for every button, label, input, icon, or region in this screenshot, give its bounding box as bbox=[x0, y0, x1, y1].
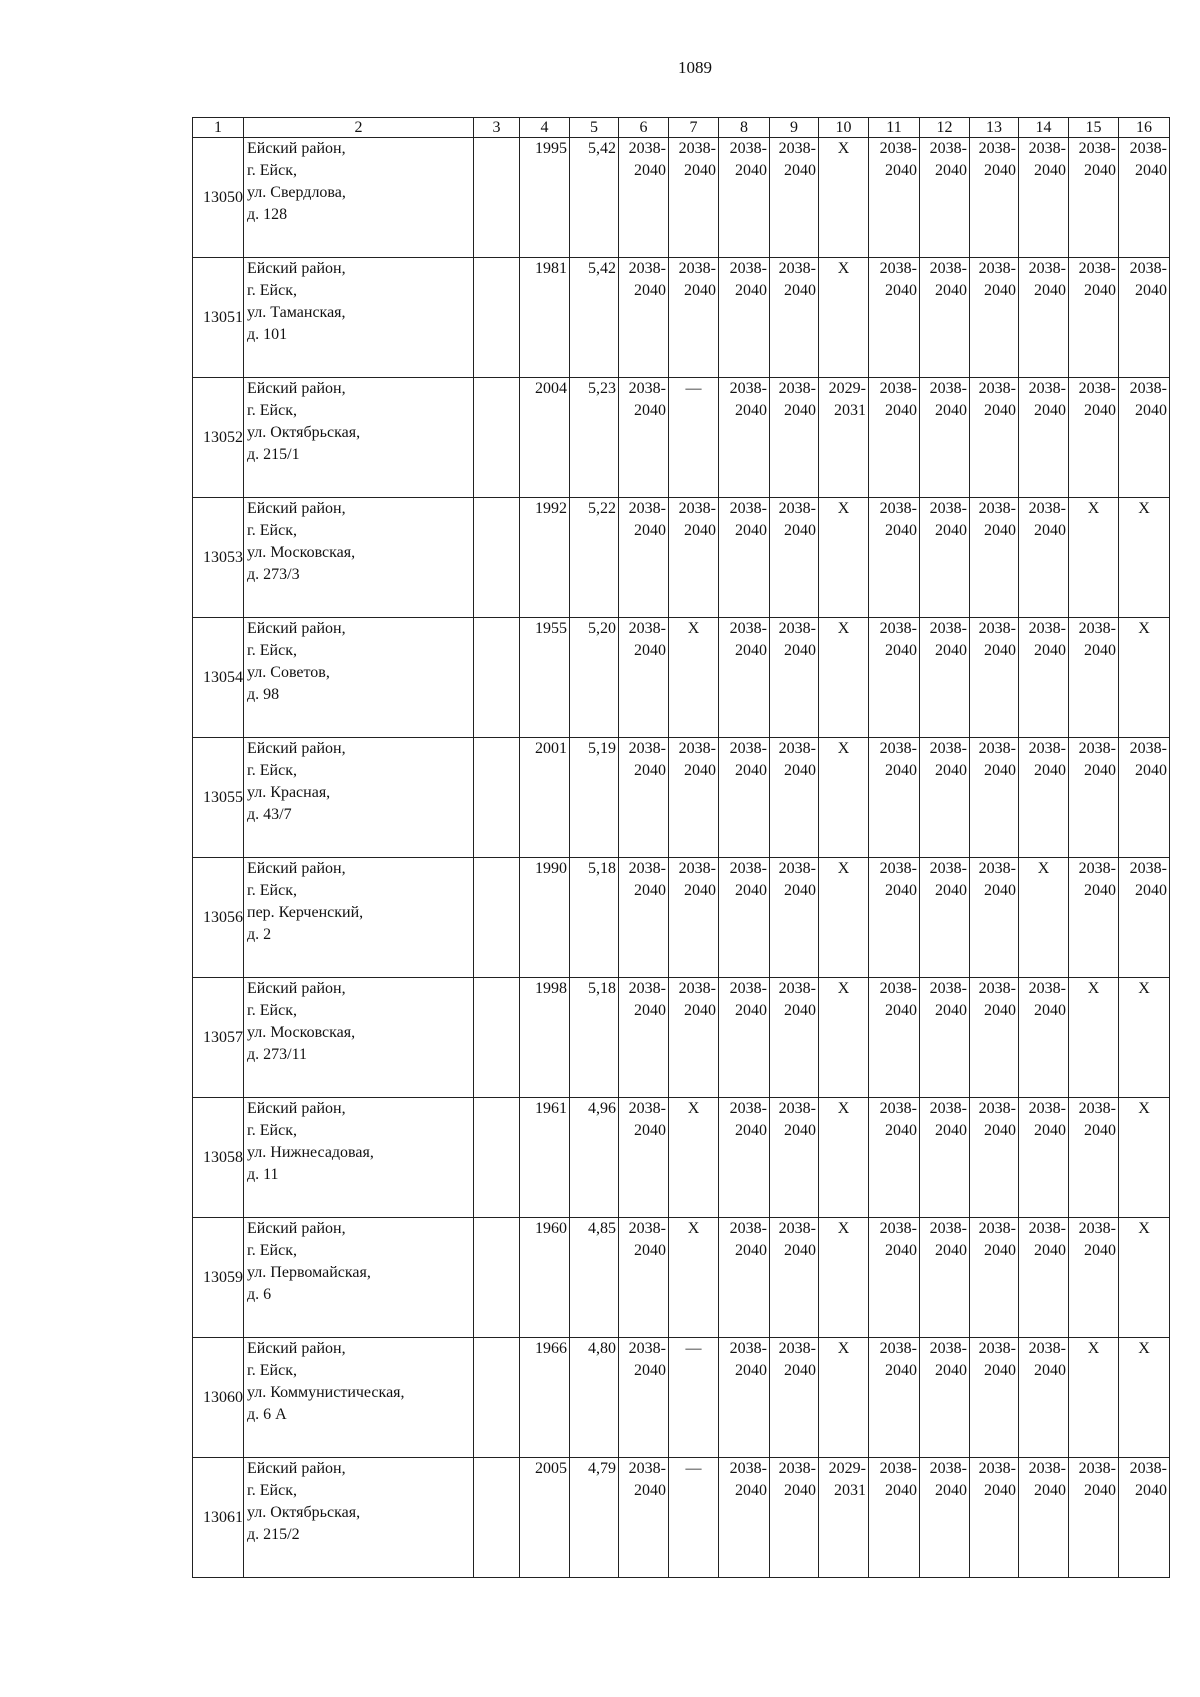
column-header-10: 10 bbox=[819, 118, 869, 138]
cell-c7: X bbox=[669, 618, 719, 738]
row-number: 13052 bbox=[193, 378, 244, 498]
cell-c16: 2038-2040 bbox=[1119, 378, 1170, 498]
cell-c4: 1992 bbox=[520, 498, 570, 618]
table-row bbox=[193, 378, 1170, 498]
cell-c15: X bbox=[1069, 1338, 1119, 1458]
cell-c14: 2038-2040 bbox=[1019, 378, 1069, 498]
cell-c5: 4,79 bbox=[570, 1458, 619, 1578]
cell-c6: 2038-2040 bbox=[619, 618, 669, 738]
column-header-9: 9 bbox=[770, 118, 819, 138]
cell-c16: X bbox=[1119, 498, 1170, 618]
column-header-3: 3 bbox=[474, 118, 520, 138]
cell-c13: 2038-2040 bbox=[970, 1218, 1019, 1338]
cell-c16: X bbox=[1119, 1098, 1170, 1218]
address-line: г. Ейск, bbox=[247, 1362, 297, 1379]
cell-c10: X bbox=[819, 138, 869, 258]
cell-c12: 2038-2040 bbox=[920, 858, 970, 978]
address-cell bbox=[244, 618, 474, 738]
cell-c5: 4,96 bbox=[570, 1098, 619, 1218]
table-row bbox=[193, 1098, 1170, 1218]
cell-c8: 2038-2040 bbox=[719, 1218, 770, 1338]
cell-c10: X bbox=[819, 858, 869, 978]
cell-c15: 2038-2040 bbox=[1069, 378, 1119, 498]
address-line: ул. Московская, bbox=[247, 1024, 356, 1041]
address-line: Ейский район, bbox=[247, 260, 346, 277]
cell-c13: 2038-2040 bbox=[970, 378, 1019, 498]
cell-c5: 5,22 bbox=[570, 498, 619, 618]
cell-c3 bbox=[474, 258, 520, 378]
registry-table bbox=[192, 117, 1170, 1578]
table-row bbox=[193, 498, 1170, 618]
cell-c14: 2038-2040 bbox=[1019, 258, 1069, 378]
cell-c11: 2038-2040 bbox=[869, 1458, 920, 1578]
table-row bbox=[193, 978, 1170, 1098]
cell-c11: 2038-2040 bbox=[869, 738, 920, 858]
cell-c13: 2038-2040 bbox=[970, 1458, 1019, 1578]
address-line: ул. Первомайская, bbox=[247, 1264, 371, 1281]
cell-c6: 2038-2040 bbox=[619, 138, 669, 258]
row-number: 13054 bbox=[193, 618, 244, 738]
cell-c7: 2038-2040 bbox=[669, 858, 719, 978]
address-cell bbox=[244, 138, 474, 258]
cell-c11: 2038-2040 bbox=[869, 1098, 920, 1218]
cell-c14: X bbox=[1019, 858, 1069, 978]
cell-c4: 2005 bbox=[520, 1458, 570, 1578]
address-line: г. Ейск, bbox=[247, 282, 297, 299]
row-number: 13060 bbox=[193, 1338, 244, 1458]
column-header-11: 11 bbox=[869, 118, 920, 138]
cell-c3 bbox=[474, 618, 520, 738]
table-row bbox=[193, 138, 1170, 258]
address-line: д. 273/3 bbox=[247, 566, 300, 583]
cell-c15: 2038-2040 bbox=[1069, 258, 1119, 378]
cell-c12: 2038-2040 bbox=[920, 1218, 970, 1338]
cell-c12: 2038-2040 bbox=[920, 1098, 970, 1218]
cell-c7: 2038-2040 bbox=[669, 258, 719, 378]
address-line: ул. Коммунистическая, bbox=[247, 1384, 405, 1401]
cell-c9: 2038-2040 bbox=[770, 1098, 819, 1218]
cell-c6: 2038-2040 bbox=[619, 978, 669, 1098]
cell-c7: — bbox=[669, 378, 719, 498]
table-row bbox=[193, 858, 1170, 978]
column-header-1: 1 bbox=[193, 118, 244, 138]
cell-c13: 2038-2040 bbox=[970, 738, 1019, 858]
cell-c7: — bbox=[669, 1458, 719, 1578]
cell-c9: 2038-2040 bbox=[770, 258, 819, 378]
cell-c16: X bbox=[1119, 618, 1170, 738]
address-cell bbox=[244, 498, 474, 618]
cell-c6: 2038-2040 bbox=[619, 258, 669, 378]
cell-c3 bbox=[474, 138, 520, 258]
cell-c16: 2038-2040 bbox=[1119, 258, 1170, 378]
cell-c8: 2038-2040 bbox=[719, 618, 770, 738]
address-line: г. Ейск, bbox=[247, 1482, 297, 1499]
address-line: ул. Нижнесадовая, bbox=[247, 1144, 374, 1161]
row-number: 13051 bbox=[193, 258, 244, 378]
address-line: ул. Октябрьская, bbox=[247, 424, 361, 441]
cell-c16: 2038-2040 bbox=[1119, 1458, 1170, 1578]
cell-c7: 2038-2040 bbox=[669, 978, 719, 1098]
cell-c6: 2038-2040 bbox=[619, 738, 669, 858]
cell-c12: 2038-2040 bbox=[920, 978, 970, 1098]
cell-c12: 2038-2040 bbox=[920, 258, 970, 378]
cell-c11: 2038-2040 bbox=[869, 1338, 920, 1458]
cell-c3 bbox=[474, 738, 520, 858]
cell-c4: 1998 bbox=[520, 978, 570, 1098]
cell-c7: 2038-2040 bbox=[669, 498, 719, 618]
cell-c14: 2038-2040 bbox=[1019, 1338, 1069, 1458]
address-cell bbox=[244, 1458, 474, 1578]
cell-c9: 2038-2040 bbox=[770, 138, 819, 258]
column-header-15: 15 bbox=[1069, 118, 1119, 138]
cell-c9: 2038-2040 bbox=[770, 738, 819, 858]
cell-c10: X bbox=[819, 1218, 869, 1338]
cell-c4: 2004 bbox=[520, 378, 570, 498]
cell-c7: 2038-2040 bbox=[669, 738, 719, 858]
address-line: Ейский район, bbox=[247, 1460, 346, 1477]
cell-c12: 2038-2040 bbox=[920, 138, 970, 258]
cell-c6: 2038-2040 bbox=[619, 1458, 669, 1578]
cell-c8: 2038-2040 bbox=[719, 978, 770, 1098]
cell-c10: 2029-2031 bbox=[819, 1458, 869, 1578]
cell-c5: 5,42 bbox=[570, 138, 619, 258]
cell-c5: 5,19 bbox=[570, 738, 619, 858]
cell-c16: 2038-2040 bbox=[1119, 738, 1170, 858]
cell-c14: 2038-2040 bbox=[1019, 738, 1069, 858]
cell-c10: X bbox=[819, 978, 869, 1098]
cell-c12: 2038-2040 bbox=[920, 498, 970, 618]
table-row bbox=[193, 1458, 1170, 1578]
page-number: 1089 bbox=[678, 58, 712, 77]
cell-c13: 2038-2040 bbox=[970, 978, 1019, 1098]
address-line: ул. Московская, bbox=[247, 544, 356, 561]
table-header-row bbox=[193, 118, 1170, 138]
cell-c6: 2038-2040 bbox=[619, 858, 669, 978]
cell-c8: 2038-2040 bbox=[719, 258, 770, 378]
address-line: ул. Октябрьская, bbox=[247, 1504, 361, 1521]
cell-c15: 2038-2040 bbox=[1069, 738, 1119, 858]
cell-c9: 2038-2040 bbox=[770, 1218, 819, 1338]
address-line: Ейский район, bbox=[247, 500, 346, 517]
table-row bbox=[193, 1218, 1170, 1338]
address-line: д. 6 bbox=[247, 1286, 272, 1303]
address-line: г. Ейск, bbox=[247, 522, 297, 539]
address-line: пер. Керченский, bbox=[247, 904, 364, 921]
cell-c7: X bbox=[669, 1218, 719, 1338]
column-header-16: 16 bbox=[1119, 118, 1170, 138]
column-header-12: 12 bbox=[920, 118, 970, 138]
address-line: д. 273/11 bbox=[247, 1046, 307, 1063]
cell-c8: 2038-2040 bbox=[719, 738, 770, 858]
cell-c15: 2038-2040 bbox=[1069, 138, 1119, 258]
cell-c11: 2038-2040 bbox=[869, 618, 920, 738]
address-line: ул. Советов, bbox=[247, 664, 330, 681]
cell-c14: 2038-2040 bbox=[1019, 618, 1069, 738]
cell-c4: 2001 bbox=[520, 738, 570, 858]
cell-c13: 2038-2040 bbox=[970, 858, 1019, 978]
cell-c14: 2038-2040 bbox=[1019, 138, 1069, 258]
address-line: д. 98 bbox=[247, 686, 280, 703]
cell-c12: 2038-2040 bbox=[920, 1458, 970, 1578]
cell-c14: 2038-2040 bbox=[1019, 498, 1069, 618]
cell-c15: 2038-2040 bbox=[1069, 1098, 1119, 1218]
row-number: 13050 bbox=[193, 138, 244, 258]
address-cell bbox=[244, 858, 474, 978]
cell-c11: 2038-2040 bbox=[869, 498, 920, 618]
address-line: д. 2 bbox=[247, 926, 272, 943]
cell-c10: X bbox=[819, 258, 869, 378]
cell-c8: 2038-2040 bbox=[719, 378, 770, 498]
cell-c4: 1995 bbox=[520, 138, 570, 258]
cell-c9: 2038-2040 bbox=[770, 618, 819, 738]
cell-c8: 2038-2040 bbox=[719, 1338, 770, 1458]
address-line: Ейский район, bbox=[247, 740, 346, 757]
cell-c12: 2038-2040 bbox=[920, 378, 970, 498]
address-cell bbox=[244, 978, 474, 1098]
address-line: г. Ейск, bbox=[247, 402, 297, 419]
cell-c8: 2038-2040 bbox=[719, 138, 770, 258]
row-number: 13055 bbox=[193, 738, 244, 858]
cell-c10: 2029-2031 bbox=[819, 378, 869, 498]
row-number: 13057 bbox=[193, 978, 244, 1098]
address-line: Ейский район, bbox=[247, 140, 346, 157]
cell-c4: 1960 bbox=[520, 1218, 570, 1338]
column-header-2: 2 bbox=[244, 118, 474, 138]
cell-c10: X bbox=[819, 738, 869, 858]
cell-c8: 2038-2040 bbox=[719, 498, 770, 618]
column-header-5: 5 bbox=[570, 118, 619, 138]
cell-c3 bbox=[474, 1218, 520, 1338]
address-cell bbox=[244, 1218, 474, 1338]
cell-c11: 2038-2040 bbox=[869, 138, 920, 258]
cell-c14: 2038-2040 bbox=[1019, 1098, 1069, 1218]
column-header-8: 8 bbox=[719, 118, 770, 138]
row-number: 13059 bbox=[193, 1218, 244, 1338]
cell-c5: 5,42 bbox=[570, 258, 619, 378]
cell-c3 bbox=[474, 378, 520, 498]
address-line: Ейский район, bbox=[247, 1100, 346, 1117]
cell-c4: 1961 bbox=[520, 1098, 570, 1218]
cell-c15: 2038-2040 bbox=[1069, 858, 1119, 978]
column-header-14: 14 bbox=[1019, 118, 1069, 138]
cell-c14: 2038-2040 bbox=[1019, 1218, 1069, 1338]
address-line: г. Ейск, bbox=[247, 642, 297, 659]
address-line: д. 6 А bbox=[247, 1406, 287, 1423]
table-row bbox=[193, 258, 1170, 378]
cell-c12: 2038-2040 bbox=[920, 738, 970, 858]
column-header-6: 6 bbox=[619, 118, 669, 138]
address-line: Ейский район, bbox=[247, 1220, 346, 1237]
cell-c16: X bbox=[1119, 978, 1170, 1098]
cell-c10: X bbox=[819, 498, 869, 618]
cell-c3 bbox=[474, 1338, 520, 1458]
address-line: г. Ейск, bbox=[247, 1122, 297, 1139]
address-line: г. Ейск, bbox=[247, 1242, 297, 1259]
cell-c6: 2038-2040 bbox=[619, 1218, 669, 1338]
cell-c3 bbox=[474, 978, 520, 1098]
cell-c14: 2038-2040 bbox=[1019, 978, 1069, 1098]
cell-c11: 2038-2040 bbox=[869, 378, 920, 498]
address-line: ул. Таманская, bbox=[247, 304, 346, 321]
address-line: Ейский район, bbox=[247, 620, 346, 637]
cell-c10: X bbox=[819, 1338, 869, 1458]
cell-c9: 2038-2040 bbox=[770, 1458, 819, 1578]
cell-c16: 2038-2040 bbox=[1119, 138, 1170, 258]
cell-c3 bbox=[474, 1458, 520, 1578]
cell-c16: 2038-2040 bbox=[1119, 858, 1170, 978]
cell-c4: 1981 bbox=[520, 258, 570, 378]
cell-c5: 4,85 bbox=[570, 1218, 619, 1338]
address-line: д. 11 bbox=[247, 1166, 279, 1183]
cell-c13: 2038-2040 bbox=[970, 258, 1019, 378]
cell-c11: 2038-2040 bbox=[869, 258, 920, 378]
cell-c4: 1955 bbox=[520, 618, 570, 738]
address-line: ул. Красная, bbox=[247, 784, 331, 801]
cell-c9: 2038-2040 bbox=[770, 498, 819, 618]
address-line: Ейский район, bbox=[247, 860, 346, 877]
address-line: д. 128 bbox=[247, 206, 288, 223]
address-line: Ейский район, bbox=[247, 980, 346, 997]
table-row bbox=[193, 1338, 1170, 1458]
cell-c3 bbox=[474, 498, 520, 618]
cell-c13: 2038-2040 bbox=[970, 1338, 1019, 1458]
table-row bbox=[193, 738, 1170, 858]
cell-c7: — bbox=[669, 1338, 719, 1458]
table-row bbox=[193, 618, 1170, 738]
row-number: 13061 bbox=[193, 1458, 244, 1578]
address-line: ул. Свердлова, bbox=[247, 184, 346, 201]
cell-c3 bbox=[474, 1098, 520, 1218]
cell-c10: X bbox=[819, 618, 869, 738]
row-number: 13058 bbox=[193, 1098, 244, 1218]
cell-c15: 2038-2040 bbox=[1069, 618, 1119, 738]
address-line: г. Ейск, bbox=[247, 762, 297, 779]
cell-c6: 2038-2040 bbox=[619, 378, 669, 498]
column-header-4: 4 bbox=[520, 118, 570, 138]
address-line: Ейский район, bbox=[247, 1340, 346, 1357]
cell-c6: 2038-2040 bbox=[619, 498, 669, 618]
cell-c15: 2038-2040 bbox=[1069, 1218, 1119, 1338]
address-line: д. 215/1 bbox=[247, 446, 300, 463]
cell-c6: 2038-2040 bbox=[619, 1338, 669, 1458]
cell-c12: 2038-2040 bbox=[920, 618, 970, 738]
cell-c12: 2038-2040 bbox=[920, 1338, 970, 1458]
address-cell bbox=[244, 1338, 474, 1458]
address-cell bbox=[244, 378, 474, 498]
cell-c16: X bbox=[1119, 1218, 1170, 1338]
cell-c13: 2038-2040 bbox=[970, 498, 1019, 618]
cell-c4: 1990 bbox=[520, 858, 570, 978]
cell-c11: 2038-2040 bbox=[869, 1218, 920, 1338]
cell-c8: 2038-2040 bbox=[719, 1098, 770, 1218]
address-line: г. Ейск, bbox=[247, 1002, 297, 1019]
cell-c5: 5,18 bbox=[570, 858, 619, 978]
cell-c7: X bbox=[669, 1098, 719, 1218]
cell-c4: 1966 bbox=[520, 1338, 570, 1458]
address-line: д. 215/2 bbox=[247, 1526, 300, 1543]
address-line: г. Ейск, bbox=[247, 882, 297, 899]
column-header-13: 13 bbox=[970, 118, 1019, 138]
cell-c5: 5,18 bbox=[570, 978, 619, 1098]
cell-c9: 2038-2040 bbox=[770, 1338, 819, 1458]
cell-c3 bbox=[474, 858, 520, 978]
cell-c11: 2038-2040 bbox=[869, 858, 920, 978]
address-line: д. 43/7 bbox=[247, 806, 292, 823]
cell-c14: 2038-2040 bbox=[1019, 1458, 1069, 1578]
cell-c15: 2038-2040 bbox=[1069, 1458, 1119, 1578]
cell-c16: X bbox=[1119, 1338, 1170, 1458]
address-cell bbox=[244, 1098, 474, 1218]
cell-c15: X bbox=[1069, 498, 1119, 618]
cell-c5: 5,20 bbox=[570, 618, 619, 738]
cell-c13: 2038-2040 bbox=[970, 618, 1019, 738]
address-cell bbox=[244, 258, 474, 378]
column-header-7: 7 bbox=[669, 118, 719, 138]
cell-c9: 2038-2040 bbox=[770, 378, 819, 498]
address-line: Ейский район, bbox=[247, 380, 346, 397]
cell-c7: 2038-2040 bbox=[669, 138, 719, 258]
row-number: 13056 bbox=[193, 858, 244, 978]
cell-c10: X bbox=[819, 1098, 869, 1218]
cell-c5: 5,23 bbox=[570, 378, 619, 498]
cell-c9: 2038-2040 bbox=[770, 978, 819, 1098]
cell-c8: 2038-2040 bbox=[719, 858, 770, 978]
cell-c5: 4,80 bbox=[570, 1338, 619, 1458]
cell-c11: 2038-2040 bbox=[869, 978, 920, 1098]
cell-c13: 2038-2040 bbox=[970, 138, 1019, 258]
row-number: 13053 bbox=[193, 498, 244, 618]
cell-c6: 2038-2040 bbox=[619, 1098, 669, 1218]
cell-c15: X bbox=[1069, 978, 1119, 1098]
address-line: д. 101 bbox=[247, 326, 288, 343]
address-cell bbox=[244, 738, 474, 858]
cell-c13: 2038-2040 bbox=[970, 1098, 1019, 1218]
cell-c8: 2038-2040 bbox=[719, 1458, 770, 1578]
cell-c9: 2038-2040 bbox=[770, 858, 819, 978]
address-line: г. Ейск, bbox=[247, 162, 297, 179]
